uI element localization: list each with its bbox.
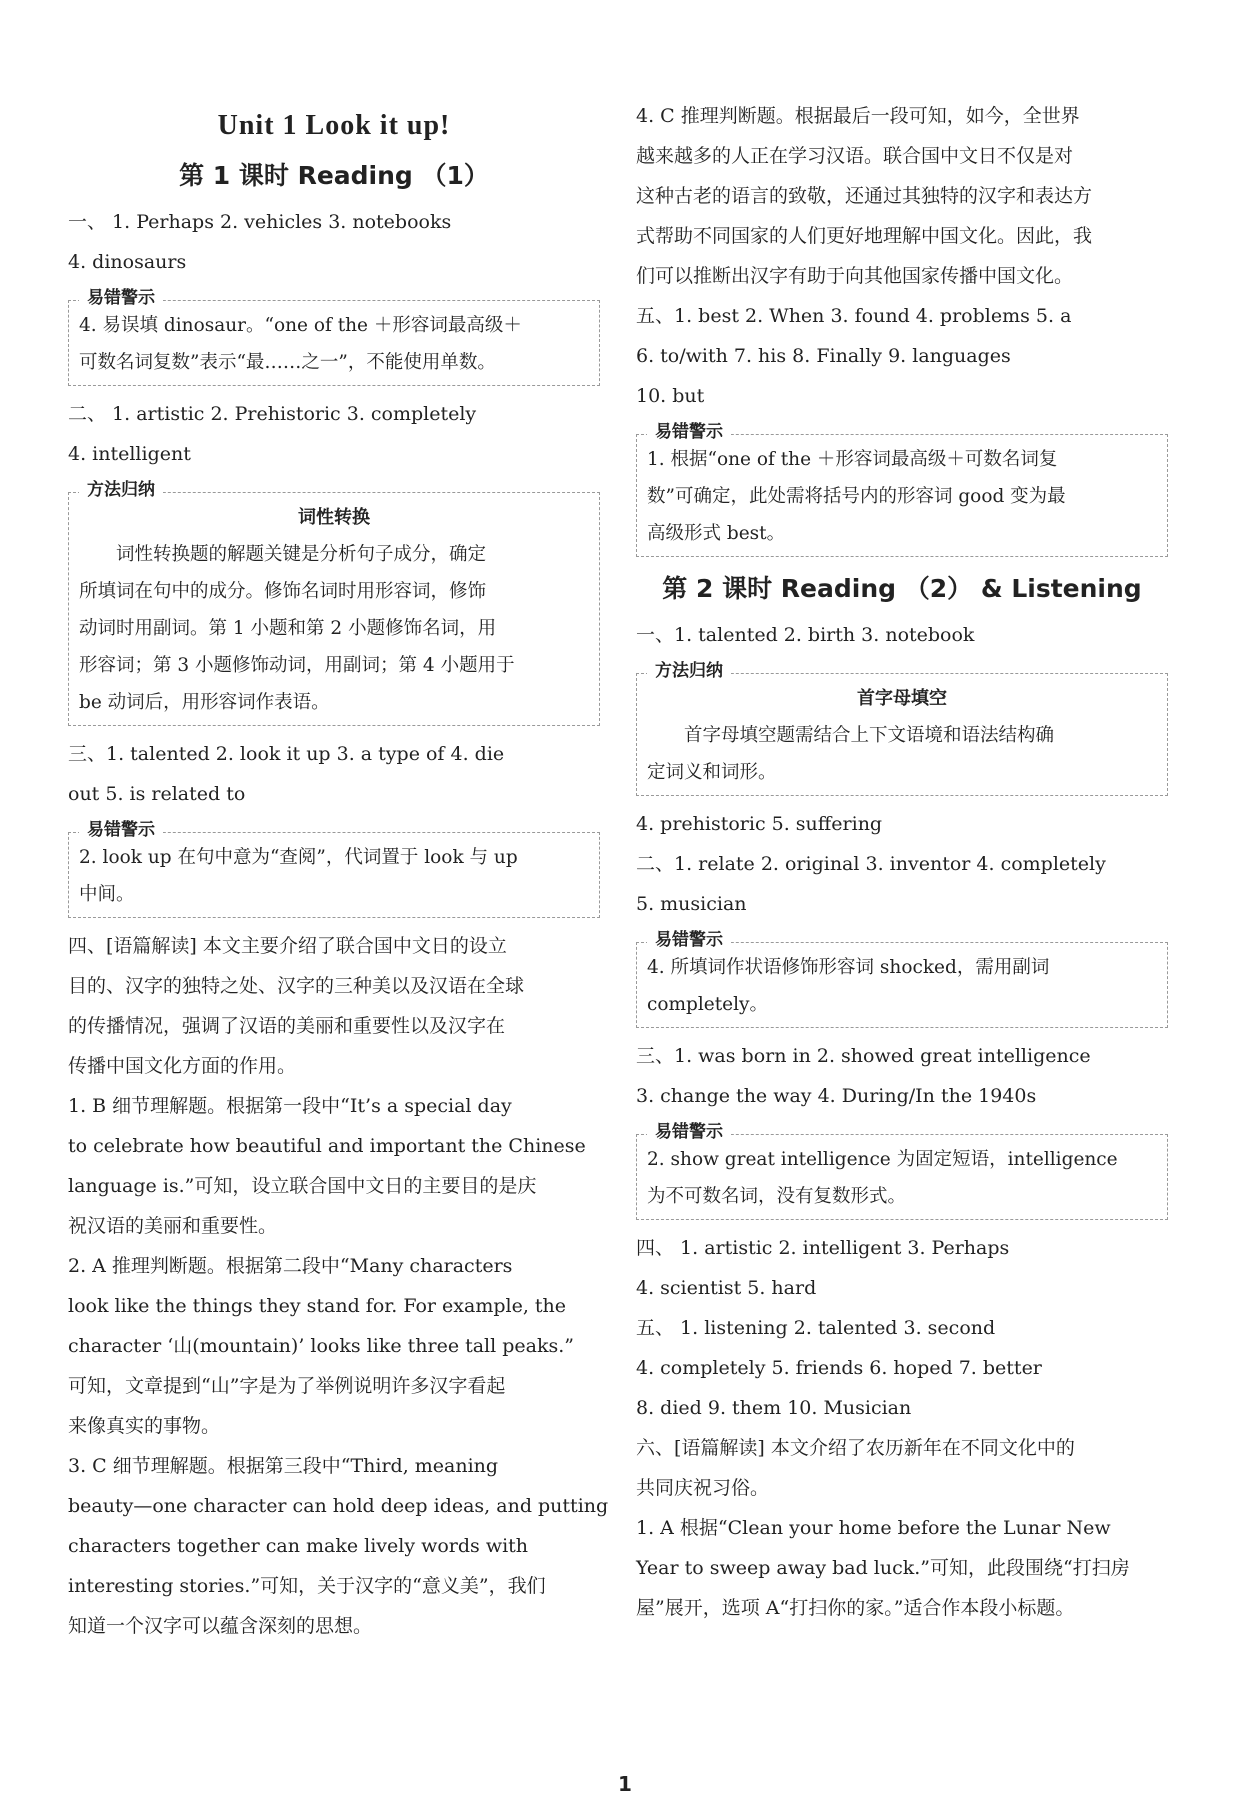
lesson-2-section-4-answers-cont: 4. scientist 5. hard xyxy=(636,1277,817,1299)
lesson-2-section-5-answers-cont: 4. completely 5. friends 6. hoped 7. better xyxy=(636,1357,1042,1379)
question-2-explanation: character ‘山(mountain)’ looks like three tall peaks.” xyxy=(68,1335,575,1357)
box-text: 2. look up 在句中意为“查阅”，代词置于 look 与 up xyxy=(79,847,518,868)
error-warning-box xyxy=(68,288,600,386)
box-text: 动词时用副词。第 1 小题和第 2 小题修饰名词，用 xyxy=(79,618,497,639)
question-2-explanation: look like the things they stand for. For example, the xyxy=(68,1295,567,1317)
error-warning-box xyxy=(68,820,600,918)
question-3-explanation: characters together can make lively words with xyxy=(68,1535,529,1557)
box-text: 2. show great intelligence 为固定短语，intelligence xyxy=(647,1149,1118,1170)
lesson-2-section-3-answers-cont: 3. change the way 4. During/In the 1940s xyxy=(636,1085,1037,1107)
box-text: 1. 根据“one of the ＋形容词最高级＋可数名词复 xyxy=(647,449,1058,470)
box-text: 中间。 xyxy=(79,884,135,905)
lesson-2-question-1-explanation: 1. A 根据“Clean your home before the Lunar New xyxy=(636,1517,1111,1539)
section-2-answers: 二、 1. artistic 2. Prehistoric 3. completely xyxy=(68,403,477,425)
section-1-answers-cont: 4. dinosaurs xyxy=(68,251,187,273)
box-text: be 动词后，用形容词作表语。 xyxy=(79,692,330,713)
question-4-explanation: 这种古老的语言的致敬，还通过其独特的汉字和表达方 xyxy=(636,185,1093,207)
box-text: 高级形式 best。 xyxy=(647,523,786,544)
error-warning-box xyxy=(636,1122,1168,1220)
section-4-intro: 的传播情况，强调了汉语的美丽和重要性以及汉字在 xyxy=(68,1015,506,1037)
lesson-2-section-6-intro: 六、[语篇解读] 本文介绍了农历新年在不同文化中的 xyxy=(636,1437,1075,1459)
method-summary-box xyxy=(636,661,1168,796)
box-tag: 方法归纳 xyxy=(79,479,163,501)
section-1-answers: 一、 1. Perhaps 2. vehicles 3. notebooks xyxy=(68,211,452,233)
method-summary-box xyxy=(68,480,600,726)
question-3-explanation: 3. C 细节理解题。根据第三段中“Third, meaning xyxy=(68,1455,499,1477)
question-2-explanation: 2. A 推理判断题。根据第二段中“Many characters xyxy=(68,1255,513,1277)
box-tag: 易错警示 xyxy=(647,421,731,443)
lesson-1-title: 第 1 课时 Reading （1） xyxy=(179,161,489,190)
box-text: 首字母填空题需结合上下文语境和语法结构确 xyxy=(684,725,1055,746)
question-3-explanation: 知道一个汉字可以蕴含深刻的思想。 xyxy=(68,1615,373,1637)
lesson-2-section-2-answers: 二、1. relate 2. original 3. inventor 4. completely xyxy=(636,853,1106,875)
section-3-answers: 三、1. talented 2. look it up 3. a type of 4. die xyxy=(68,743,505,765)
lesson-2-section-1-answers-cont: 4. prehistoric 5. suffering xyxy=(636,813,883,835)
section-5-answers: 五、1. best 2. When 3. found 4. problems 5. a xyxy=(636,305,1072,327)
box-tag: 易错警示 xyxy=(647,929,731,951)
page-number: 1 xyxy=(618,1772,632,1796)
question-3-explanation: interesting stories.”可知，关于汉字的“意义美”，我们 xyxy=(68,1575,546,1597)
lesson-2-section-3-answers: 三、1. was born in 2. showed great intelligence xyxy=(636,1045,1091,1067)
box-text: 形容词；第 3 小题修饰动词，用副词；第 4 小题用于 xyxy=(79,655,515,676)
lesson-2-section-6-intro: 共同庆祝习俗。 xyxy=(636,1477,770,1499)
box-text: 数”可确定，此处需将括号内的形容词 good 变为最 xyxy=(647,486,1066,507)
lesson-2-question-1-explanation: Year to sweep away bad luck.”可知，此段围绕“打扫房 xyxy=(636,1557,1130,1579)
question-4-explanation: 们可以推断出汉字有助于向其他国家传播中国文化。 xyxy=(636,265,1074,287)
section-2-answers-cont: 4. intelligent xyxy=(68,443,191,465)
box-text: 为不可数名词，没有复数形式。 xyxy=(647,1186,907,1207)
question-1-explanation: language is.”可知，设立联合国中文日的主要目的是庆 xyxy=(68,1175,537,1197)
lesson-2-question-1-explanation: 屋”展开，选项 A“打扫你的家。”适合作本段小标题。 xyxy=(636,1597,1075,1619)
box-tag: 易错警示 xyxy=(647,1121,731,1143)
box-text: 4. 所填词作状语修饰形容词 shocked，需用副词 xyxy=(647,957,1050,978)
section-5-answers: 10. but xyxy=(636,385,705,407)
lesson-2-section-2-answers-cont: 5. musician xyxy=(636,893,747,915)
question-3-explanation: beauty—one character can hold deep ideas, and putting xyxy=(68,1495,609,1517)
lesson-2-section-1-answers: 一、1. talented 2. birth 3. notebook xyxy=(636,624,975,646)
box-text: 定词义和词形。 xyxy=(647,762,777,783)
box-text: completely。 xyxy=(647,994,768,1015)
right-column xyxy=(636,96,1168,1628)
question-1-explanation: to celebrate how beautiful and important the Chinese xyxy=(68,1135,586,1157)
box-text: 可数名词复数”表示“最……之一”，不能使用单数。 xyxy=(79,352,496,373)
error-warning-box xyxy=(636,930,1168,1028)
box-heading: 首字母填空 xyxy=(857,688,947,709)
box-heading: 词性转换 xyxy=(298,507,370,528)
lesson-2-title: 第 2 课时 Reading （2） & Listening xyxy=(662,574,1142,603)
section-4-intro: 传播中国文化方面的作用。 xyxy=(68,1055,297,1077)
section-4-intro: 四、[语篇解读] 本文主要介绍了联合国中文日的设立 xyxy=(68,935,507,957)
question-2-explanation: 可知，文章提到“山”字是为了举例说明许多汉字看起 xyxy=(68,1375,506,1397)
lesson-2-section-5-answers-cont: 8. died 9. them 10. Musician xyxy=(636,1397,912,1419)
question-4-explanation: 4. C 推理判断题。根据最后一段可知，如今，全世界 xyxy=(636,105,1080,127)
box-text: 所填词在句中的成分。修饰名词时用形容词，修饰 xyxy=(79,581,487,602)
error-warning-box xyxy=(636,422,1168,557)
question-4-explanation: 越来越多的人正在学习汉语。联合国中文日不仅是对 xyxy=(636,145,1074,167)
box-text: 4. 易误填 dinosaur。“one of the ＋形容词最高级＋ xyxy=(79,315,522,336)
box-tag: 易错警示 xyxy=(79,287,163,309)
question-1-explanation: 1. B 细节理解题。根据第一段中“It’s a special day xyxy=(68,1095,512,1117)
lesson-2-section-4-answers: 四、 1. artistic 2. intelligent 3. Perhaps xyxy=(636,1237,1010,1259)
question-4-explanation: 式帮助不同国家的人们更好地理解中国文化。因此，我 xyxy=(636,225,1093,247)
question-2-explanation: 来像真实的事物。 xyxy=(68,1415,221,1437)
left-column xyxy=(68,96,609,1646)
section-5-answers: 6. to/with 7. his 8. Finally 9. languages xyxy=(636,345,1011,367)
section-3-answers-cont: out 5. is related to xyxy=(68,783,246,805)
box-tag: 易错警示 xyxy=(79,819,163,841)
box-text: 词性转换题的解题关键是分析句子成分，确定 xyxy=(116,544,487,565)
section-4-intro: 目的、汉字的独特之处、汉字的三种美以及汉语在全球 xyxy=(68,975,525,997)
lesson-2-section-5-answers: 五、 1. listening 2. talented 3. second xyxy=(636,1317,996,1339)
box-tag: 方法归纳 xyxy=(647,660,731,682)
unit-title: Unit 1 Look it up! xyxy=(217,110,451,141)
question-1-explanation: 祝汉语的美丽和重要性。 xyxy=(68,1215,278,1237)
